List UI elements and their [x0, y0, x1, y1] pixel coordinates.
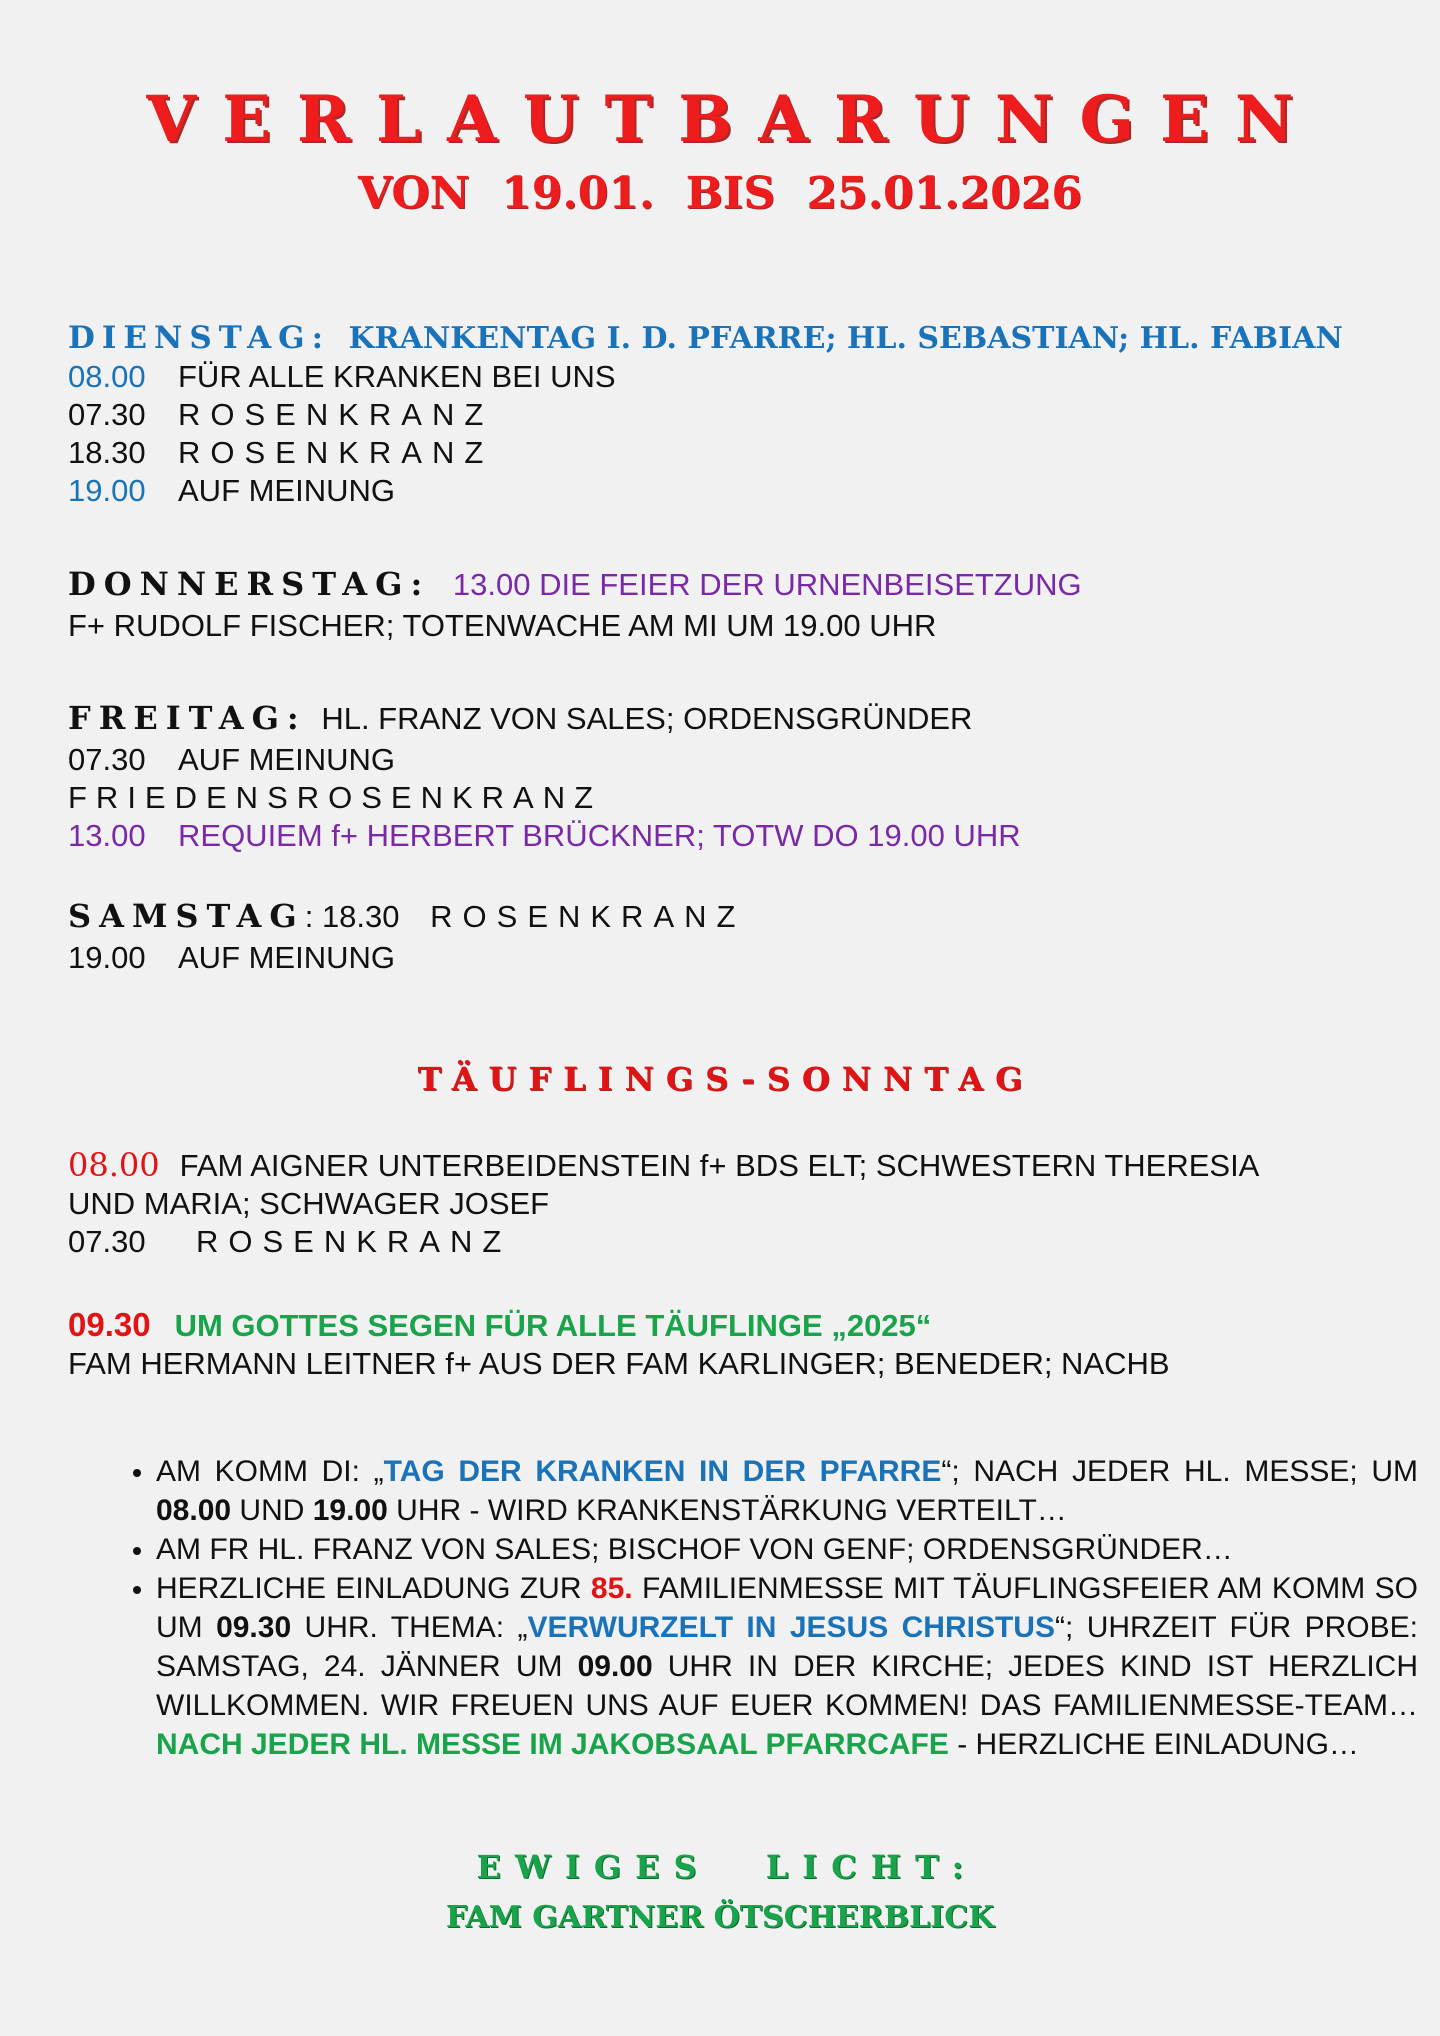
note-highlight: TAG DER KRANKEN IN DER PFARRE [383, 1455, 942, 1488]
note-text: UHR - WIRD KRANKENSTÄRKUNG VERTEILT… [387, 1494, 1067, 1527]
mass2-text: FAM HERMANN LEITNER f+ AUS DER FAM KARLINGER; BENEDER; NACHB [68, 1346, 1170, 1381]
note-time: 08.00 [156, 1494, 232, 1527]
entry-text: FRIEDENSROSENKRANZ [68, 780, 603, 815]
note-text: UHR. THEMA: „ [291, 1611, 528, 1644]
dienstag-heading [68, 320, 1372, 356]
donnerstag-day: DONNERSTAG: [68, 565, 431, 603]
mass1-line-2: UND MARIA; SCHWAGER JOSEF [68, 1186, 550, 1221]
note-text: “; UHRZEIT FÜR PROBE: SAMSTAG, 24. JÄNNER UM [156, 1611, 1418, 1683]
entry-text: FÜR ALLE KRANKEN BEI UNS [178, 359, 616, 394]
note-item [156, 1569, 1418, 1764]
note-time: 19.00 [312, 1494, 388, 1527]
note-cafe: NACH JEDER HL. MESSE IM JAKOBSAAL PFARRCAFE [156, 1728, 949, 1761]
section-sonntag-mass2 [68, 1306, 1372, 1383]
sonntag-rosary [68, 1223, 1372, 1261]
freitag-title: HL. FRANZ VON SALES; ORDENSGRÜNDER [321, 701, 973, 736]
donnerstag-title: 13.00 DIE FEIER DER URNENBEISETZUNG [452, 567, 1082, 602]
note-time: 09.00 [577, 1650, 653, 1683]
note-text: “; NACH JEDER HL. MESSE; UM [941, 1455, 1419, 1488]
entry-text: ROSENKRANZ [178, 397, 494, 432]
note-text: HERZLICHE EINLADUNG ZUR [156, 1572, 591, 1605]
section-sonntag-mass1 [68, 1146, 1372, 1261]
mass2-heading [68, 1306, 1372, 1345]
section-freitag [68, 696, 1372, 855]
page-subtitle: VON 19.01. BIS 25.01.2026 [357, 168, 1083, 219]
note-text: FAMILIENMESSE MIT TÄUFLINGSFEIER AM KOMM SO UM [156, 1572, 1418, 1644]
section-donnerstag [68, 562, 1372, 645]
note-text: UHR IN DER KIRCHE; JEDES KIND IST HERZLICH WILLKOMMEN. WIR FREUEN UNS AUF EUER KOMMEN! DAS FAMILIENMESSE-TEAM… [156, 1650, 1418, 1722]
note-text: AM FR HL. FRANZ VON SALES; BISCHOF VON GENF; ORDENSGRÜNDER… [156, 1533, 1233, 1566]
footer-heading: EWIGES LICHT: [476, 1848, 978, 1886]
freitag-entry [68, 779, 1372, 817]
freitag-entry [68, 817, 1372, 855]
samstag-heading: SAMSTAG: 18.30 ROSENKRANZ [68, 897, 746, 935]
announcement-list [110, 1452, 1418, 1764]
samstag-day: SAMSTAG [68, 897, 305, 935]
mass1-time: 08.00 [68, 1146, 160, 1184]
sonntag-heading: TÄUFLINGS-SONNTAG [417, 1060, 1035, 1098]
note-theme: VERWURZELT IN JESUS CHRISTUS [527, 1611, 1055, 1644]
entry-time: 07.30 [68, 1224, 146, 1259]
entry-text: AUF MEINUNG [178, 473, 395, 508]
dienstag-title: KRANKENTAG I. D. PFARRE; HL. SEBASTIAN; HL. FABIAN [348, 321, 1343, 356]
note-text: AM KOMM DI: „ [156, 1455, 384, 1488]
entry-text: REQUIEM f+ HERBERT BRÜCKNER; TOTW DO 19.00 UHR [178, 818, 1021, 853]
section-samstag [68, 894, 1372, 977]
page-title: VERLAUTBARUNGEN [146, 82, 1320, 157]
samstag-entry [68, 939, 1372, 977]
note-text: UND [231, 1494, 313, 1527]
mass2-title: UM GOTTES SEGEN FÜR ALLE TÄUFLINGE „2025“ [174, 1308, 932, 1343]
donnerstag-line: F+ RUDOLF FISCHER; TOTENWACHE AM MI UM 19.00 UHR [68, 608, 937, 643]
section-dienstag [68, 320, 1372, 510]
freitag-day: FREITAG: [68, 699, 307, 737]
entry-time: 18.30 [68, 435, 146, 470]
entry-time: 19.00 [68, 940, 146, 975]
entry-text: AUF MEINUNG [178, 940, 395, 975]
entry-time: 19.00 [68, 473, 146, 508]
dienstag-entry [68, 472, 1372, 510]
entry-time: 08.00 [68, 359, 146, 394]
entry-text: ROSENKRANZ [196, 1224, 512, 1259]
entry-time: 07.30 [68, 397, 146, 432]
entry-time: 13.00 [68, 818, 146, 853]
dienstag-day: DIENSTAG: [68, 320, 331, 356]
mass1-text: FAM AIGNER UNTERBEIDENSTEIN f+ BDS ELT; SCHWESTERN THERESIA [179, 1148, 1260, 1183]
dienstag-entry [68, 434, 1372, 472]
note-item [156, 1530, 1418, 1569]
note-number: 85. [590, 1572, 633, 1605]
entry-time: 07.30 [68, 742, 146, 777]
note-time: 09.30 [216, 1611, 292, 1644]
mass1-line [68, 1146, 1372, 1185]
note-item [156, 1452, 1418, 1530]
freitag-heading [68, 696, 1372, 741]
freitag-entry [68, 741, 1372, 779]
samstag-time: 18.30 [321, 899, 400, 934]
note-text: - HERZLICHE EINLADUNG… [948, 1728, 1359, 1761]
dienstag-entry [68, 396, 1372, 434]
entry-text: ROSENKRANZ [178, 435, 494, 470]
mass2-time: 09.30 [68, 1306, 151, 1343]
entry-text: AUF MEINUNG [178, 742, 395, 777]
footer-text: FAM GARTNER ÖTSCHERBLICK [445, 1900, 995, 1935]
samstag-text: ROSENKRANZ [430, 899, 746, 934]
dienstag-entry [68, 358, 1372, 396]
donnerstag-heading [68, 562, 1372, 607]
